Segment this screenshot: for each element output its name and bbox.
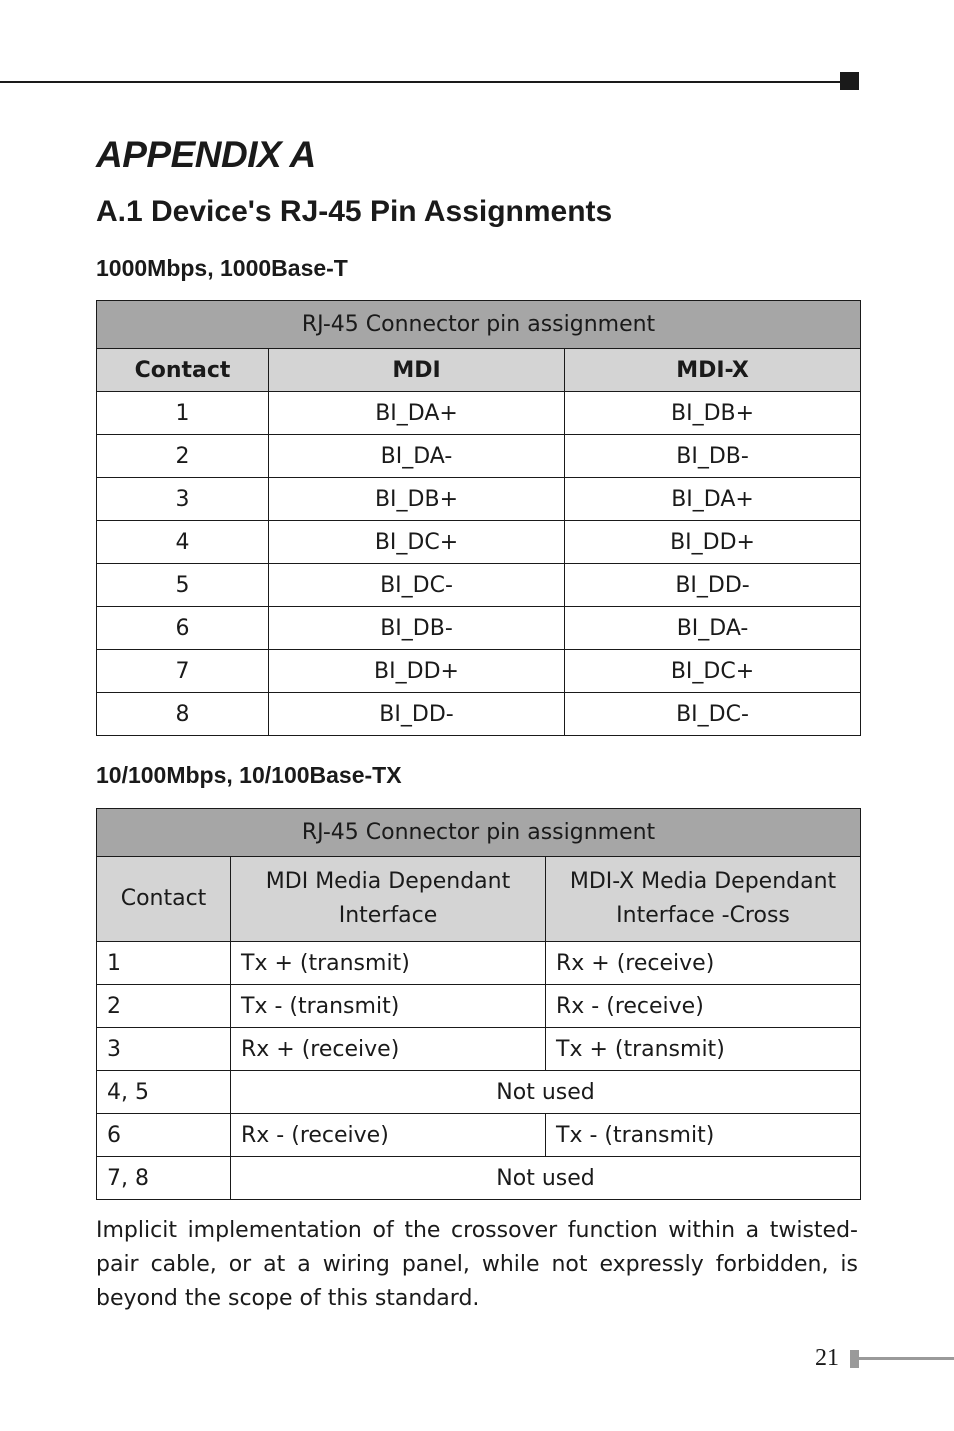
table2-heading: 10/100Mbps, 10/100Base-TX <box>96 762 402 788</box>
not-used-cell: Not used <box>231 1157 861 1200</box>
header-square-mark <box>840 72 859 90</box>
mdix-cell: BI_DD+ <box>565 521 861 564</box>
contact-cell: 6 <box>97 1114 231 1157</box>
table1-header-mdix: MDI-X <box>565 349 861 392</box>
contact-cell: 2 <box>97 985 231 1028</box>
mdix-cell: BI_DA- <box>565 607 861 650</box>
table-row <box>97 521 861 564</box>
mdi-cell: Rx - (receive) <box>231 1114 546 1157</box>
appendix-title: APPENDIX A <box>96 134 316 175</box>
table-row <box>97 985 861 1028</box>
mdix-cell: BI_DC+ <box>565 650 861 693</box>
contact-cell: 7, 8 <box>97 1157 231 1200</box>
table-row <box>97 478 861 521</box>
table1-header-mdi: MDI <box>269 349 565 392</box>
table-row <box>97 650 861 693</box>
table2-header-mdix <box>546 857 861 942</box>
contact-cell: 2 <box>97 435 269 478</box>
table2-caption: RJ-45 Connector pin assignment <box>97 809 861 857</box>
table-row <box>97 942 861 985</box>
mdix-cell: BI_DD- <box>565 564 861 607</box>
gigabit-pin-table <box>96 300 861 736</box>
mdix-cell: Tx - (transmit) <box>546 1114 861 1157</box>
mdix-cell: Rx - (receive) <box>546 985 861 1028</box>
footer-bar-mark <box>850 1350 859 1368</box>
mdix-cell: Rx + (receive) <box>546 942 861 985</box>
table-row <box>97 1114 861 1157</box>
contact-cell: 4 <box>97 521 269 564</box>
fast-ethernet-pin-table <box>96 808 861 1200</box>
contact-cell: 8 <box>97 693 269 736</box>
footer-rule <box>859 1357 954 1360</box>
table-row <box>97 435 861 478</box>
mdi-cell: BI_DD- <box>269 693 565 736</box>
contact-cell: 6 <box>97 607 269 650</box>
table-row <box>97 392 861 435</box>
mdix-header-line2: Interface -Cross <box>616 903 790 928</box>
contact-cell: 7 <box>97 650 269 693</box>
mdi-cell: BI_DB- <box>269 607 565 650</box>
crossover-note-paragraph: Implicit implementation of the crossover function within a twisted-pair cable, or at a wiring panel, while not expressly forbidden, is beyond the scope of this standard. <box>96 1218 858 1311</box>
page-number: 21 <box>815 1345 839 1371</box>
contact-cell: 1 <box>97 392 269 435</box>
mdi-cell: BI_DA+ <box>269 392 565 435</box>
top-rule <box>0 81 842 83</box>
contact-cell: 3 <box>97 1028 231 1071</box>
mdi-cell: BI_DC- <box>269 564 565 607</box>
section-title: A.1 Device's RJ-45 Pin Assignments <box>96 195 613 228</box>
mdix-cell: BI_DB+ <box>565 392 861 435</box>
table-row <box>97 693 861 736</box>
table-row <box>97 564 861 607</box>
table-row <box>97 607 861 650</box>
table1-header-contact: Contact <box>97 349 269 392</box>
mdi-cell: Tx + (transmit) <box>231 942 546 985</box>
table2-header-mdi <box>231 857 546 942</box>
mdi-cell: BI_DB+ <box>269 478 565 521</box>
table-row <box>97 1071 861 1114</box>
contact-cell: 1 <box>97 942 231 985</box>
mdi-cell: BI_DD+ <box>269 650 565 693</box>
contact-cell: 5 <box>97 564 269 607</box>
mdix-cell: BI_DB- <box>565 435 861 478</box>
mdix-cell: Tx + (transmit) <box>546 1028 861 1071</box>
not-used-cell: Not used <box>231 1071 861 1114</box>
contact-cell: 4, 5 <box>97 1071 231 1114</box>
mdi-header-line1: MDI Media Dependant <box>265 869 511 894</box>
contact-cell: 3 <box>97 478 269 521</box>
mdi-cell: Tx - (transmit) <box>231 985 546 1028</box>
table-row <box>97 1028 861 1071</box>
table-row <box>97 1157 861 1200</box>
table2-header-contact: Contact <box>97 857 231 942</box>
table1-caption: RJ-45 Connector pin assignment <box>97 301 861 349</box>
mdi-cell: Rx + (receive) <box>231 1028 546 1071</box>
mdi-header-line2: Interface <box>338 903 438 928</box>
mdix-header-line1: MDI-X Media Dependant <box>569 869 837 894</box>
mdix-cell: BI_DA+ <box>565 478 861 521</box>
mdi-cell: BI_DC+ <box>269 521 565 564</box>
mdix-cell: BI_DC- <box>565 693 861 736</box>
mdi-cell: BI_DA- <box>269 435 565 478</box>
table1-heading: 1000Mbps, 1000Base-T <box>96 255 348 281</box>
